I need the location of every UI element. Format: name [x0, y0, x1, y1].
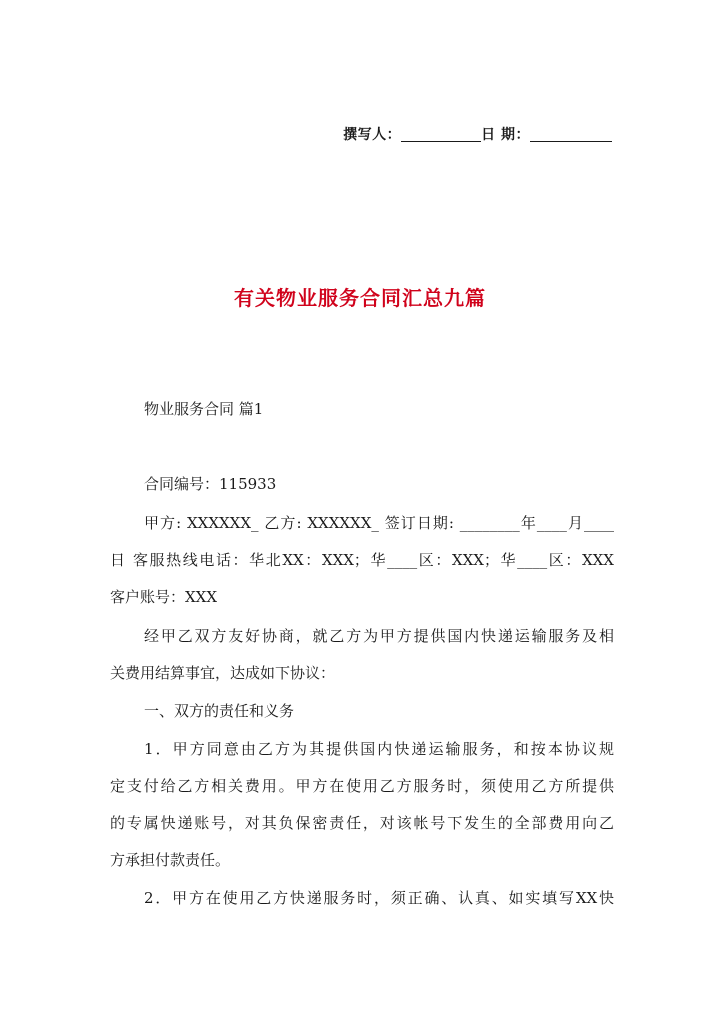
- account-line: 客户账号：XXX: [110, 588, 218, 606]
- item1-line-1: 1．甲方同意由乙方为其提供国内快递运输服务，和按本协议规: [144, 740, 614, 758]
- date-label: 日 期：: [481, 127, 530, 143]
- author-label: 撰写人：: [343, 127, 402, 143]
- document-title: 有关物业服务合同汇总九篇: [234, 286, 486, 310]
- author-date-header: [343, 124, 612, 144]
- clause-heading: 一、双方的责任和义务: [144, 702, 295, 720]
- item1-line-3: 的专属快递账号，对其负保密责任，对该帐号下发生的全部费用向乙: [110, 814, 614, 832]
- author-blank: [401, 127, 481, 142]
- intro-line-2: 关费用结算事宜，达成如下协议：: [110, 664, 336, 682]
- intro-line-1: 经甲乙双方友好协商，就乙方为甲方提供国内快递运输服务及相: [144, 627, 614, 645]
- parties-line-1: 甲方: XXXXXX_ 乙方: XXXXXX_ 签订日期: ________年____月____: [144, 514, 614, 532]
- date-blank: [530, 127, 612, 142]
- parties-line-2: 日 客服热线电话：华北XX：XXX；华____区：XXX；华____区：XXX: [110, 551, 614, 569]
- item1-line-2: 定支付给乙方相关费用。甲方在使用乙方服务时，须使用乙方所提供: [110, 777, 614, 795]
- section-heading: 物业服务合同 篇1: [144, 400, 264, 418]
- contract-number: 合同编号：115933: [144, 475, 277, 493]
- item1-line-4: 方承担付款责任。: [110, 851, 231, 869]
- item2-line-1: 2．甲方在使用乙方快递服务时，须正确、认真、如实填写XX快: [144, 889, 614, 907]
